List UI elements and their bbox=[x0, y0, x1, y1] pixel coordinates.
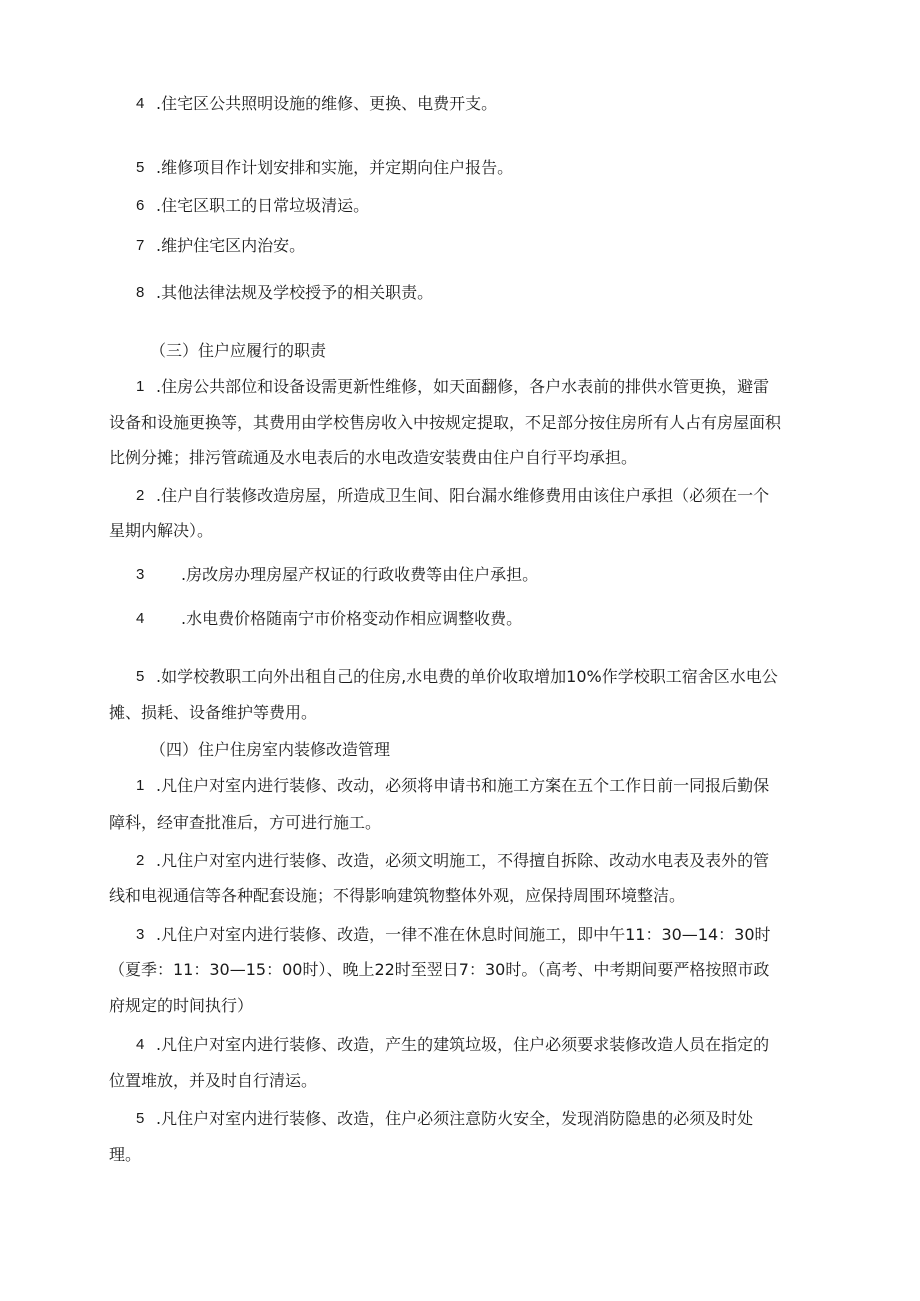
paragraph-line: .水电费价格随南宁市价格变动作相应调整收费。 bbox=[181, 609, 523, 628]
paragraph-number: 4 bbox=[136, 1036, 145, 1053]
paragraph-line: .凡住户对室内进行装修、改造，一律不准在休息时间施工，即中午11：30—14：30时 bbox=[156, 925, 771, 944]
item-number: 7 bbox=[136, 237, 145, 254]
paragraph-line: 线和电视通信等各种配套设施；不得影响建筑物整体外观，应保持周围环境整洁。 bbox=[109, 886, 686, 905]
item-text: .住宅区职工的日常垃圾清运。 bbox=[156, 196, 370, 215]
paragraph-number: 2 bbox=[136, 487, 145, 504]
paragraph-number: 1 bbox=[136, 378, 145, 395]
paragraph-number: 2 bbox=[136, 852, 145, 869]
paragraph-line: .凡住户对室内进行装修、改造，住户必须注意防火安全，发现消防隐患的必须及时处 bbox=[156, 1109, 754, 1128]
paragraph-line: .凡住户对室内进行装修、改造，必须文明施工，不得擅自拆除、改动水电表及表外的管 bbox=[156, 851, 770, 870]
paragraph-line: 府规定的时间执行） bbox=[109, 996, 254, 1015]
paragraph-line: .凡住户对室内进行装修、改动，必须将申请书和施工方案在五个工作日前一同报后勤保 bbox=[156, 776, 770, 795]
paragraph-line: .凡住户对室内进行装修、改造，产生的建筑垃圾，住户必须要求装修改造人员在指定的 bbox=[156, 1035, 770, 1054]
item-number: 8 bbox=[136, 284, 145, 301]
item-number: 4 bbox=[136, 95, 145, 112]
paragraph-line: 比例分摊；排污管疏通及水电表后的水电改造安装费由住户自行平均承担。 bbox=[109, 448, 638, 467]
item-text: .维修项目作计划安排和实施，并定期向住户报告。 bbox=[156, 158, 514, 177]
paragraph-number: 5 bbox=[136, 668, 145, 685]
section-heading-3: （三）住户应履行的职责 bbox=[150, 341, 327, 360]
item-number: 5 bbox=[136, 159, 145, 176]
paragraph-line: 摊、损耗、设备维护等费用。 bbox=[109, 703, 318, 722]
paragraph-line: .住户自行装修改造房屋，所造成卫生间、阳台漏水维修费用由该住户承担（必须在一个 bbox=[156, 486, 770, 505]
paragraph-line: 理。 bbox=[109, 1145, 142, 1164]
paragraph-line: .房改房办理房屋产权证的行政收费等由住户承担。 bbox=[181, 565, 539, 584]
item-number: 6 bbox=[136, 197, 145, 214]
paragraph-number: 4 bbox=[136, 610, 145, 627]
paragraph-number: 5 bbox=[136, 1110, 145, 1127]
paragraph-number: 1 bbox=[136, 777, 145, 794]
paragraph-line: .如学校教职工向外出租自己的住房,水电费的单价收取增加10%作学校职工宿舍区水电公 bbox=[156, 667, 778, 686]
item-text: .住宅区公共照明设施的维修、更换、电费开支。 bbox=[156, 94, 498, 113]
paragraph-line: 障科，经审查批准后，方可进行施工。 bbox=[109, 813, 382, 832]
paragraph-line: 位置堆放，并及时自行清运。 bbox=[109, 1071, 318, 1090]
paragraph-line: .住房公共部位和设备设需更新性维修，如天面翻修，各户水表前的排供水管更换，避雷 bbox=[156, 377, 770, 396]
paragraph-number: 3 bbox=[136, 566, 145, 583]
paragraph-line: （夏季：11：30—15：00时）、晚上22时至翌日7：30时。（高考、中考期间要严格按照市政 bbox=[109, 960, 770, 979]
item-text: .维护住宅区内治安。 bbox=[156, 236, 306, 255]
paragraph-number: 3 bbox=[136, 926, 145, 943]
paragraph-line: 设备和设施更换等，其费用由学校售房收入中按规定提取，不足部分按住房所有人占有房屋面积 bbox=[109, 413, 782, 432]
paragraph-line: 星期内解决）。 bbox=[109, 521, 214, 540]
section-heading-4: （四）住户住房室内装修改造管理 bbox=[150, 740, 391, 759]
item-text: .其他法律法规及学校授予的相关职责。 bbox=[156, 283, 434, 302]
